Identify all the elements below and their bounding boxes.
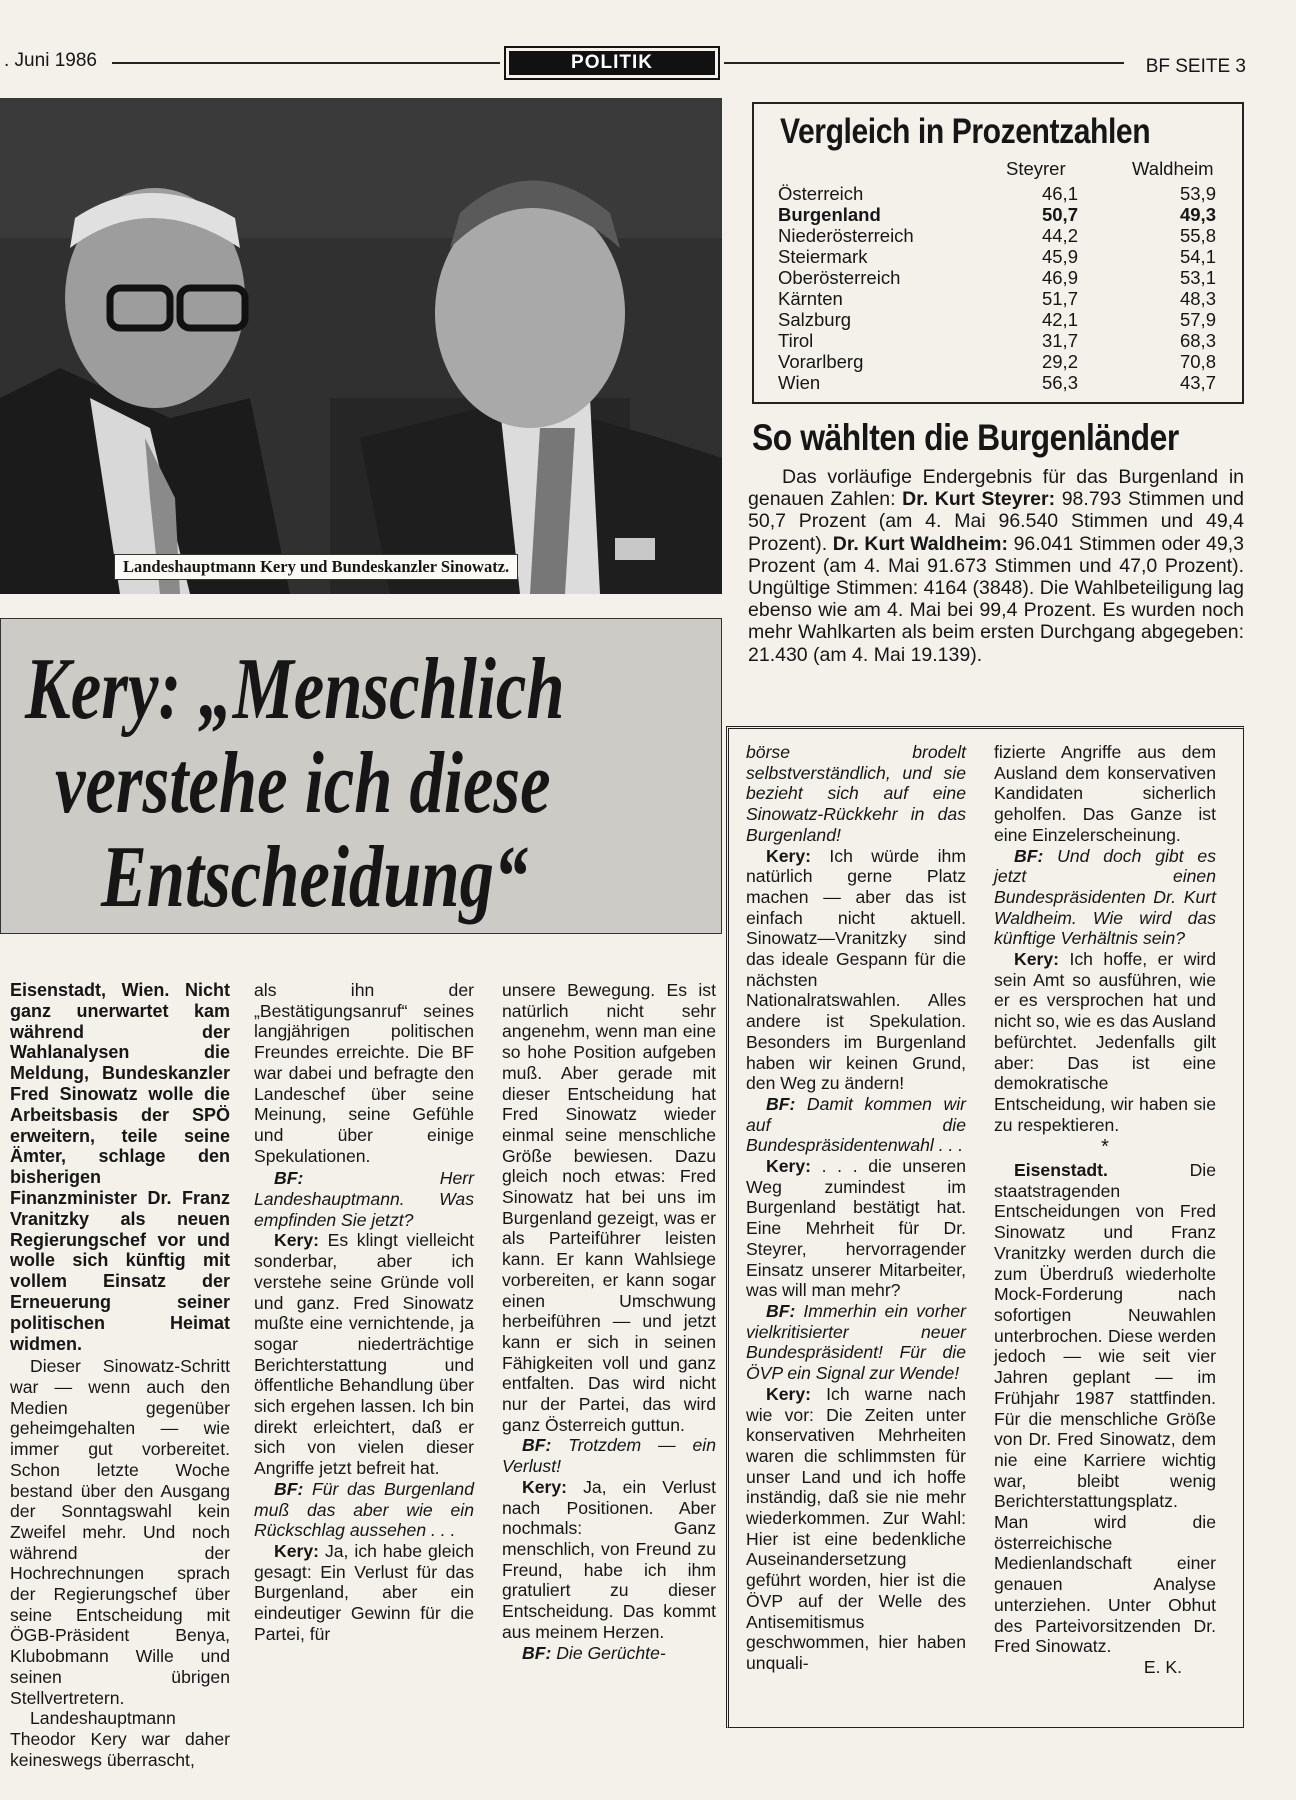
interview-answer [746,1384,966,1674]
headline [0,618,722,934]
article-column-3 [502,980,716,1663]
section-label [504,46,720,80]
headline-line-2: verstehe ich diese [55,735,551,832]
table-row [778,372,1218,393]
article-paragraph: als ihn der „Bestätigungsanruf“ seines langjährigen politischen Freundes erreichte. Die BF war dabei und befragte den Landeschef über seine Meinung, seine Gefühle und über einige Spekulationen. [254,980,474,1166]
article-paragraph: fizierte Angriffe aus dem Ausland dem konservativen Kandidaten sicherlich geholfen. Das Ganze ist eine Einzelerscheinung. [994,742,1216,845]
interview-question [254,1168,474,1230]
question-text: Herr Landeshauptmann. Was empfinden Sie jetzt? [254,1168,474,1230]
speaker-label: Kery: [522,1476,567,1497]
waldheim-value: 49,3 [1179,204,1216,225]
burgenland-heading: So wählten die Burgenländer [752,417,1179,458]
question-text: Immerhin ein vorher vielkritisierter neuer Bundespräsident! Für die ÖVP ein Signal zur Wende! [746,1300,966,1384]
table-row [778,267,1218,288]
table-row [778,246,1218,267]
comparison-table [752,102,1244,404]
answer-text: Ich warne nach wie vor: Die Zeiten unter konservativen Mehrheiten waren die schlimmsten für unser Land und ich hoffe inständig, daß sie nie mehr wiederkommen. Zur Wahl: Hier ist eine bedenkliche Auseinandersetzung geführt worden, hier ist die ÖVP auf der Welle des Antisemitismus geschwommen, hier haben unquali- [746,1383,966,1673]
answer-text: Es klingt vielleicht sonderbar, aber ich verstehe seine Gründe voll und ganz. Fred Sinowatz mußte eine vernichtende, ja sogar niederträchtige Berichterstattung und öffentliche Behandlung über sich ergehen lassen. Ich bin direkt erleichtert, daß er sich von vielen dieser Angriffe jetzt befreit hat. [254,1230,474,1479]
article-column-5 [994,742,1216,1678]
region-name: Tirol [778,330,814,351]
question-text: börse brodelt selbstverständlich, und sie bezieht sich auf eine Sinowatz-Rückkehr in das Burgenland! [746,742,966,845]
interview-question [746,1301,966,1384]
interview-question [502,1435,716,1476]
interview-answer [994,949,1216,1135]
table-row [778,330,1218,351]
article-column-2 [254,980,474,1645]
answer-text: . . . die unseren Weg zumindest im Burgenland bestätigt hat. Eine Mehrheit für Dr. Steyrer, hervorragender Einsatz unserer Mitarbeiter, was will man mehr? [746,1156,966,1301]
region-name: Wien [778,372,821,393]
photo-caption: Landeshauptmann Kery und Bundeskanzler Sinowatz. [114,554,518,580]
interview-question [254,1479,474,1541]
steyrer-value: 51,7 [1041,288,1078,309]
region-name: Vorarlberg [778,351,864,372]
region-name: Salzburg [778,309,852,330]
article-column-1 [10,980,230,1770]
headline-line-3: Entscheidung“ [101,829,529,926]
interview-answer [746,1156,966,1301]
interview-question [502,1643,716,1664]
column-header-waldheim: Waldheim [1132,158,1214,179]
steyrer-value: 44,2 [1041,225,1078,246]
article-column-4 [746,742,966,1674]
region-name: Oberösterreich [778,267,901,288]
column-header-steyrer: Steyrer [1006,158,1066,179]
waldheim-value: 55,8 [1179,225,1216,246]
speaker-label: Kery: [1014,949,1059,970]
question-text: Und doch gibt es jetzt einen Bundespräsidenten Dr. Kurt Waldheim. Wie wird das künftige Verhältnis sein? [994,845,1216,949]
waldheim-value: 54,1 [1179,246,1216,267]
headline-line-1: Kery: „Menschlich [25,641,565,738]
steyrer-value: 42,1 [1041,309,1078,330]
issue-date: . Juni 1986 [4,50,97,71]
speaker-label: BF: [766,1093,796,1114]
answer-text: Ich hoffe, er wird sein Amt so ausführen, wie er es versprochen hat und nicht so, wie es das Ausland befürchtet. Jedenfalls gilt aber: Das ist eine demokratische Entscheidung, wir haben sie zu respektieren. [994,949,1216,1135]
interview-answer [254,1230,474,1478]
interview-answer [254,1541,474,1645]
table-row [778,183,1218,204]
question-text: Damit kommen wir auf die Bundespräsidentenwahl . . . [746,1093,966,1156]
speaker-label: Kery: [766,1156,811,1177]
interview-question [746,1094,966,1156]
speaker-label: BF: [274,1478,304,1499]
dateline: Eisenstadt. [1014,1160,1108,1181]
table-row [778,225,1218,246]
table-row [778,288,1218,309]
article-paragraph: Landeshauptmann Theodor Kery war daher keineswegs überrascht, [10,1708,230,1770]
question-text: Für das Burgenland muß das aber wie ein Rückschlag aussehen . . . [254,1478,474,1541]
speaker-label: BF: [1014,845,1044,866]
steyrer-value: 50,7 [1041,204,1078,225]
interview-question [746,742,966,846]
paragraph-text: Die staatstragenden Entscheidungen von Fred Sinowatz und Franz Vranitzky werden durch die zum Überdruß wiederholte Mock-Forderung nach sofortigen Neuwahlen unterbrochen. Diese werden jedoch — wie seit vier Jahren geplant — im Frühjahr 1987 stattfinden. Für die menschliche Größe von Dr. Fred Sinowatz, dem nie eine Karriere wichtig war, bleibt wenig Berichterstattungsplatz. Man wird die österreichische Medienlandschaft einer genauen Analyse unterziehen. Unter Obhut des Parteivorsitzenden Dr. Fred Sinowatz. [994,1160,1216,1657]
waldheim-value: 53,1 [1179,267,1216,288]
region-name: Kärnten [778,288,843,309]
speaker-label: BF: [766,1300,796,1321]
burgenland-results-text [748,466,1244,666]
page-number: BF SEITE 3 [1145,56,1246,77]
article-paragraph [994,1160,1216,1657]
waldheim-value: 43,7 [1179,372,1216,393]
speaker-label: Kery: [274,1230,319,1251]
speaker-label: BF: [522,1642,552,1663]
steyrer-value: 46,1 [1041,183,1078,204]
article-photo [0,98,722,594]
table-row [778,204,1218,225]
table-row [778,309,1218,330]
steyrer-value: 46,9 [1041,267,1078,288]
interview-answer [746,846,966,1094]
answer-text: Ich würde ihm natürlich gerne Platz machen — aber das ist einfach nicht aktuell. Sinowatz—Vranitzky sind das ideale Gespann für die nächsten Nationalratswahlen. Alles andere ist Spekulation. Besonders im Burgenland haben wir keinen Grund, den Weg zu ändern! [746,845,966,1094]
region-name: Österreich [778,183,864,204]
waldheim-value: 53,9 [1179,183,1216,204]
interview-question [994,846,1216,950]
answer-text: Ja, ein Verlust nach Positionen. Aber nochmals: Ganz menschlich, von Freund zu Freund, habe ich ihm gratuliert zu dieser Entscheidung. Das kommt aus meinem Herzen. [502,1476,716,1642]
region-name: Burgenland [778,204,881,225]
steyrer-value: 29,2 [1041,351,1078,372]
table-row [778,351,1218,372]
waldheim-value: 57,9 [1179,309,1216,330]
speaker-label: BF: [274,1168,304,1189]
steyrer-label: Dr. Kurt Steyrer: [902,488,1056,511]
speaker-label: Kery: [766,845,811,866]
question-text: Die Gerüchte- [551,1642,666,1663]
text-run: 96.041 Stimmen oder 49,3 Prozent (am 4. Mai 91.673 Stimmen und 47,0 Prozent). Ungültige Stimmen: 4164 (3848). Die Wahlbeteiligung lag ebenso wie am 4. Mai bei 99,4 Prozent. Es wurden noch mehr Wahlkarten als beim ersten Durchgang abgegeben: 21.430 (am 4. Mai 19.139). [748,532,1244,666]
interview-answer [502,1477,716,1643]
steyrer-value: 56,3 [1041,372,1078,393]
article-lead: Eisenstadt, Wien. Nicht ganz unerwartet kam während der Wahlanalysen die Meldung, Bundeskanzler Fred Sinowatz wolle die Arbeitsbasis der SPÖ erweitern, teile seine Ämter, schlage den bisherigen Finanzminister Dr. Franz Vranitzky als neuen Regierungschef vor und wolle sich künftig mit vollem Einsatz der Erneuerung seiner politischen Heimat widmen. [10,980,230,1354]
text-run: 98.793 Stimmen und 50,7 Prozent (am 4. Mai 96.540 Stimmen und 49,4 Prozent). [748,488,1244,555]
article-paragraph: unsere Bewegung. Es ist natürlich nicht sehr angenehm, wenn man eine so hohe Position aufgeben muß. Aber gerade mit dieser Entscheidung hat Fred Sinowatz wieder einmal seine menschliche Größe bewiesen. Dazu gleich noch etwas: Fred Sinowatz hat bei uns im Burgenland gezeigt, was er als Parteiführer leisten kann. Er kann Wahlsiege vorbereiten, er kann sogar einen Umschwung herbeiführen — und jetzt kann er sich in seinen Fähigkeiten voll und ganz entfalten. Das wird nicht nur der Partei, das wird ganz Österreich guttun. [502,980,716,1435]
region-name: Niederösterreich [778,225,914,246]
waldheim-value: 48,3 [1179,288,1216,309]
section-separator: * [1101,1136,1109,1159]
speaker-label: Kery: [274,1540,319,1561]
article-paragraph: Dieser Sinowatz-Schritt war — wenn auch den Medien gegenüber geheimgehalten — wie immer gut vorbereitet. Schon letzte Woche bestand über den Ausgang der Sonntagswahl kein Zweifel mehr. Und noch während der Hochrechnungen sprach der Regierungschef über seine Entscheidung mit ÖGB-Präsident Benya, Klubobmann Wille und seinen übrigen Stellvertretern. [10,1356,230,1708]
waldheim-label: Dr. Kurt Waldheim: [832,532,1008,555]
region-name: Steiermark [778,246,868,267]
author-signature: E. K. [1143,1656,1182,1677]
header-rule-left [112,62,500,64]
header-rule-right [724,62,1124,64]
waldheim-value: 70,8 [1179,351,1216,372]
answer-text: Ja, ich habe gleich gesagt: Ein Verlust für das Burgenland, aber ein eindeutiger Gewinn für die Partei, für [254,1540,474,1644]
steyrer-value: 45,9 [1041,246,1078,267]
speaker-label: Kery: [766,1383,811,1404]
text-run: Das vorläufige Endergebnis für das Burgenland in genauen Zahlen: [748,466,1244,511]
table-title: Vergleich in Prozentzahlen [780,112,1151,151]
section-label-text: POLITIK [509,51,715,75]
speaker-label: BF: [522,1435,552,1456]
question-text: Trotzdem — ein Verlust! [502,1435,716,1477]
steyrer-value: 31,7 [1041,330,1078,351]
waldheim-value: 68,3 [1179,330,1216,351]
